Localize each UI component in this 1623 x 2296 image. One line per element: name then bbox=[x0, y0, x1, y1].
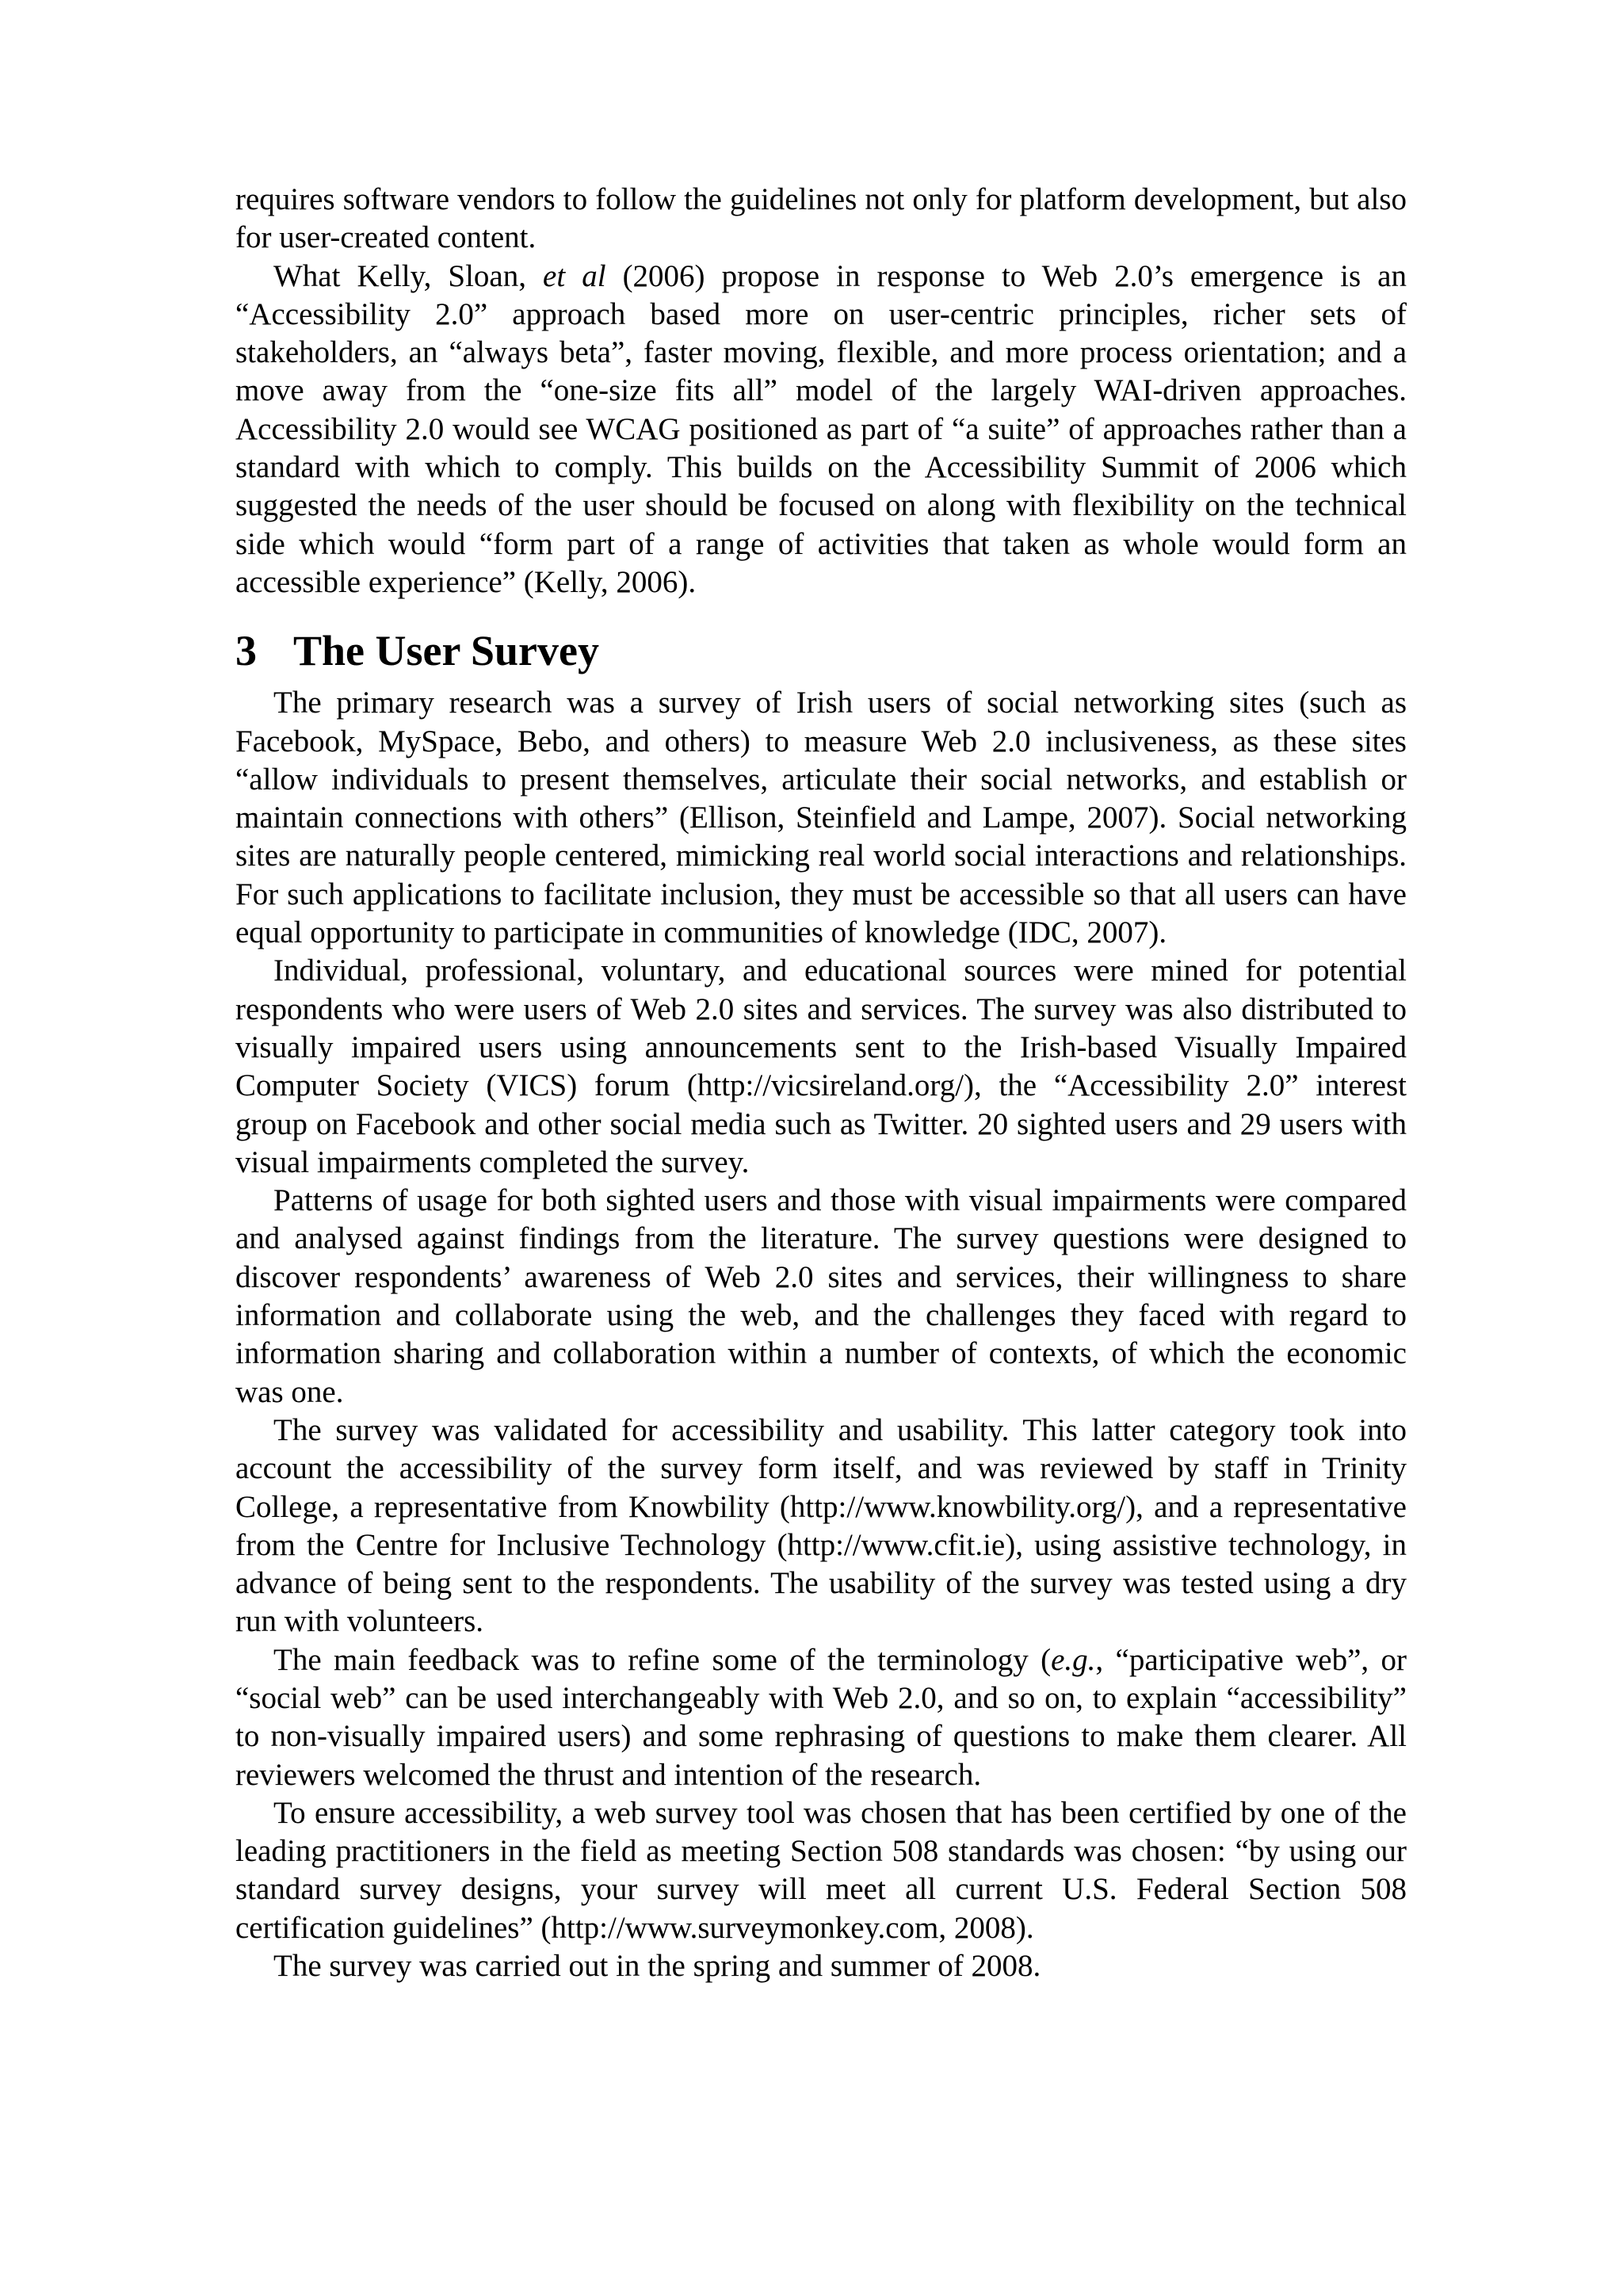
text-run: The primary research was a survey of Irish users of social networking sites (such as Facebook, MySpace, Bebo, and others) to measure Web 2.0 inclusiveness, as these sites “allow individuals to present themselves, articulate their social networks, and establish or maintain connections with others” (Ellison, Steinfield and Lampe, 2007). Social networking sites are naturally people centered, mimicking real world social interactions and relationships. For such applications to facilitate inclusion, they must be accessible so that all users can have equal opportunity to participate in communities of knowledge (IDC, 2007). bbox=[235, 686, 1407, 950]
paragraph bbox=[235, 1412, 1407, 1641]
paper-page bbox=[235, 181, 1407, 1985]
section-body bbox=[235, 684, 1407, 1985]
paragraph bbox=[235, 684, 1407, 952]
text-run: The main feedback was to refine some of the terminology ( bbox=[273, 1642, 1052, 1677]
paragraph bbox=[235, 1794, 1407, 1947]
paragraph bbox=[235, 1182, 1407, 1412]
section-heading bbox=[235, 619, 1407, 682]
text-run: Patterns of usage for both sighted users and those with visual impairments were compared and analysed against findings from the literature. The survey questions were designed to discover respondents’ awareness of Web 2.0 sites and services, their willingness to share information and collaborate using the web, and the challenges they faced with regard to information sharing and collaboration within a number of contexts, of which the economic was one. bbox=[235, 1183, 1407, 1409]
text-run: The survey was validated for accessibility and usability. This latter category took into account the accessibility of the survey form itself, and was reviewed by staff in Trinity College, a representative from Knowbility (http://www.knowbility.org/), and a representative from the Centre for Inclusive Technology (http://www.cfit.ie), using assistive technology, in advance of being sent to the respondents. The usability of the survey was tested using a dry run with volunteers. bbox=[235, 1412, 1407, 1639]
paragraph bbox=[235, 1641, 1407, 1794]
text-run: Individual, professional, voluntary, and educational sources were mined for potential respondents who were users of Web 2.0 sites and services. The survey was also distributed to visually impaired users using announcements sent to the Irish-based Visually Impaired Computer Society (VICS) forum (http://vicsireland.org/), the “Accessibility 2.0” interest group on Facebook and other social media such as Twitter. 20 sighted users and 29 users with visual impairments completed the survey. bbox=[235, 953, 1407, 1179]
text-run: , “participative web”, or “social web” can be used interchangeably with Web 2.0, and so on, to explain “accessibility” to non-visually impaired users) and some rephrasing of questions to make them clearer. All reviewers welcomed the thrust and intention of the research. bbox=[235, 1642, 1407, 1792]
section-title: The User Survey bbox=[293, 627, 599, 675]
section-number: 3 bbox=[235, 627, 257, 675]
italic-text: e.g. bbox=[1051, 1642, 1096, 1677]
paragraph bbox=[235, 1947, 1407, 1985]
paragraph bbox=[235, 258, 1407, 602]
intro-text bbox=[235, 181, 1407, 602]
text-run: requires software vendors to follow the guidelines not only for platform development, but also for user-created content. bbox=[235, 182, 1407, 255]
italic-text: et al bbox=[543, 258, 606, 293]
text-run: What Kelly, Sloan, bbox=[273, 258, 544, 293]
paragraph bbox=[235, 952, 1407, 1182]
text-run: (2006) propose in response to Web 2.0’s emergence is an “Accessibility 2.0” approach based more on user-centric principles, richer sets of stakeholders, an “always beta”, faster moving, flexible, and more process orientation; and a move away from the “one-size fits all” model of the largely WAI-driven approaches. Accessibility 2.0 would see WCAG positioned as part of “a suite” of approaches rather than a standard with which to comply. This builds on the Accessibility Summit of 2006 which suggested the needs of the user should be focused on along with flexibility on the technical side which would “form part of a range of activities that taken as whole would form an accessible experience” (Kelly, 2006). bbox=[235, 258, 1407, 599]
paragraph bbox=[235, 181, 1407, 258]
text-run: The survey was carried out in the spring and summer of 2008. bbox=[273, 1949, 1041, 1984]
text-run: To ensure accessibility, a web survey tool was chosen that has been certified by one of the leading practitioners in the field as meeting Section 508 standards was chosen: “by using our standard survey designs, your survey will meet all current U.S. Federal Section 508 certification guidelines” (http://www.surveymonkey.com, 2008). bbox=[235, 1795, 1407, 1945]
